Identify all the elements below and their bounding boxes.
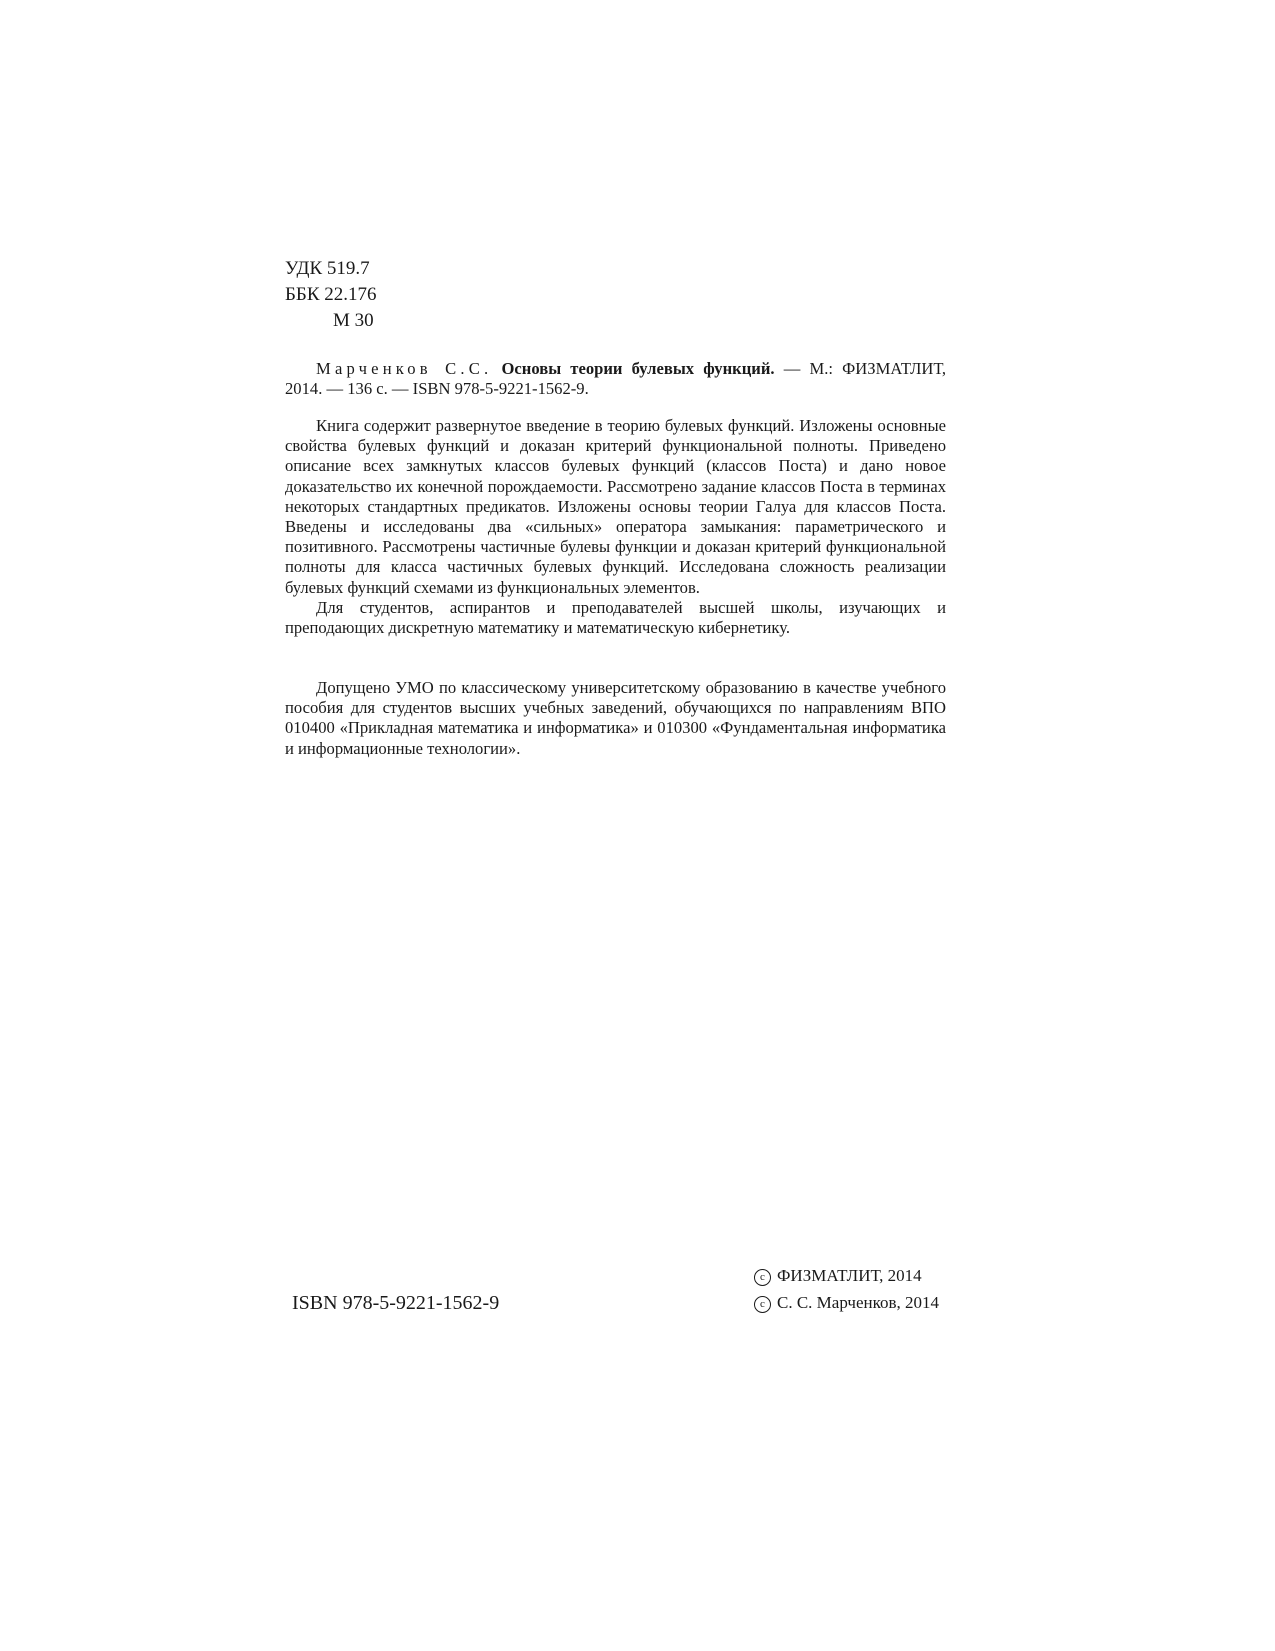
- copyright-publisher-line: [754, 1262, 939, 1289]
- author-name: Марченков С.С.: [316, 359, 493, 378]
- annotation-paragraph-2: Для студентов, аспирантов и преподавателей высшей школы, изучающих и преподающих дискретную математику и математическую кибернетику.: [285, 597, 946, 638]
- copyright-icon: c: [754, 1269, 771, 1286]
- copyright-icon: c: [754, 1296, 771, 1313]
- bibliographic-paragraph: [285, 359, 946, 399]
- book-title: Основы теории булевых функций.: [501, 359, 775, 378]
- bbk-code: ББК 22.176: [285, 284, 377, 305]
- author-mark: М 30: [333, 310, 374, 331]
- annotation: [285, 416, 946, 638]
- copyright-publisher: ФИЗМАТЛИТ, 2014: [777, 1266, 922, 1285]
- copyright-author-line: [754, 1289, 939, 1316]
- approval-paragraph: Допущено УМО по классическому университетскому образованию в качестве учебного пособия для студентов высших учебных заведений, обучающихся по направлениям ВПО 010400 «Прикладная математика и информатика» и 010300 «Фундаментальная информатика и информационные технологии».: [285, 678, 946, 758]
- classification-codes: [285, 256, 377, 334]
- copyright-notices: [754, 1262, 939, 1316]
- isbn-number: ISBN 978-5-9221-1562-9: [292, 1292, 500, 1314]
- copyright-author: С. С. Марченков, 2014: [777, 1293, 940, 1312]
- annotation-paragraph-1: Книга содержит развернутое введение в теорию булевых функций. Изложены основные свойства булевых функций и доказан критерий функциональной полноты. Приведено описание всех замкнутых классов булевых функций (классов Поста) и дано новое доказательство их конечной порождаемости. Рассмотрено задание классов Поста в терминах некоторых стандартных предикатов. Изложены основы теории Галуа для классов Поста. Введены и исследованы два «сильных» оператора замыкания: параметрического и позитивного. Рассмотрены частичные булевы функции и доказан критерий функциональной полноты для класса частичных булевых функций. Исследована сложность реализации булевых функций схемами из функциональных элементов.: [285, 416, 946, 597]
- imprint-details: — М.: ФИЗМАТЛИТ, 2014. — 136 с. — ISBN 978-5-9221-1562-9.: [285, 359, 947, 399]
- approval-statement: [285, 678, 946, 759]
- udk-code: УДК 519.7: [285, 258, 370, 279]
- bibliographic-description: [285, 359, 946, 399]
